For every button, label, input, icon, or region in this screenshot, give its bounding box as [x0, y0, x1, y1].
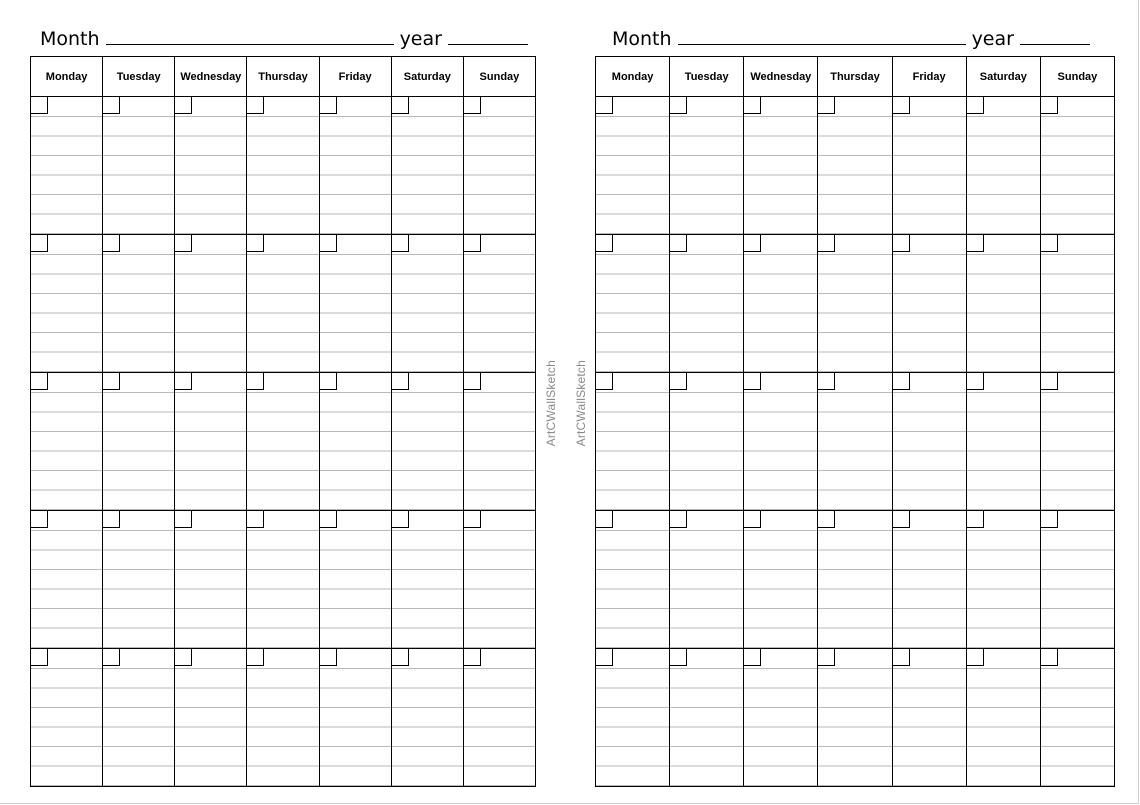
date-number-box[interactable]: [464, 97, 481, 114]
date-number-box[interactable]: [320, 235, 337, 252]
day-cell[interactable]: [818, 373, 892, 511]
day-cell[interactable]: [1040, 649, 1114, 787]
calendar-grid: [30, 56, 536, 787]
day-cell[interactable]: [818, 235, 892, 373]
week-row: [596, 97, 1115, 235]
day-cell[interactable]: [175, 373, 247, 511]
day-cell[interactable]: [103, 649, 175, 787]
day-cell[interactable]: [596, 649, 670, 787]
day-cell[interactable]: [966, 649, 1040, 787]
week-row: [596, 511, 1115, 649]
day-cell[interactable]: [463, 511, 535, 649]
day-cell[interactable]: [31, 97, 103, 235]
day-cell[interactable]: [892, 235, 966, 373]
month-label: Month: [40, 28, 100, 50]
month-blank[interactable]: [678, 26, 966, 45]
date-number-box[interactable]: [670, 97, 687, 114]
week-row: [31, 97, 536, 235]
date-number-box[interactable]: [1041, 235, 1058, 252]
year-label: year: [971, 28, 1014, 50]
week-rows: [31, 97, 536, 787]
date-number-box[interactable]: [893, 649, 910, 666]
date-number-box[interactable]: [320, 373, 337, 390]
day-cell[interactable]: [670, 235, 744, 373]
date-number-box[interactable]: [103, 235, 120, 252]
day-cell[interactable]: [463, 97, 535, 235]
date-number-box[interactable]: [967, 649, 984, 666]
day-cell[interactable]: [31, 511, 103, 649]
date-number-box[interactable]: [31, 235, 48, 252]
date-number-box[interactable]: [175, 235, 192, 252]
day-cell[interactable]: [175, 511, 247, 649]
date-number-box[interactable]: [247, 97, 264, 114]
weekday-header: Saturday: [391, 57, 463, 97]
date-number-box[interactable]: [320, 511, 337, 528]
weekday-header-row: [31, 57, 536, 97]
weekday-header: Monday: [596, 57, 670, 97]
date-number-box[interactable]: [31, 511, 48, 528]
day-cell[interactable]: [892, 373, 966, 511]
date-number-box[interactable]: [103, 97, 120, 114]
calendar-header: [612, 24, 1096, 54]
weekday-header: Thursday: [818, 57, 892, 97]
day-cell[interactable]: [596, 511, 670, 649]
week-row: [596, 373, 1115, 511]
date-number-box[interactable]: [175, 97, 192, 114]
day-cell[interactable]: [596, 235, 670, 373]
date-number-box[interactable]: [744, 235, 761, 252]
date-number-box[interactable]: [818, 649, 835, 666]
date-number-box[interactable]: [818, 511, 835, 528]
day-cell[interactable]: [175, 649, 247, 787]
weekday-header: Monday: [31, 57, 103, 97]
date-number-box[interactable]: [464, 649, 481, 666]
weekday-header: Wednesday: [744, 57, 818, 97]
weekday-header: Wednesday: [175, 57, 247, 97]
day-cell[interactable]: [103, 235, 175, 373]
day-cell[interactable]: [670, 373, 744, 511]
weekday-header: Friday: [319, 57, 391, 97]
date-number-box[interactable]: [596, 649, 613, 666]
date-number-box[interactable]: [175, 511, 192, 528]
date-number-box[interactable]: [818, 235, 835, 252]
week-rows: [596, 97, 1115, 787]
date-number-box[interactable]: [31, 649, 48, 666]
day-cell[interactable]: [966, 511, 1040, 649]
date-number-box[interactable]: [103, 649, 120, 666]
day-cell[interactable]: [31, 373, 103, 511]
day-cell[interactable]: [966, 97, 1040, 235]
day-cell[interactable]: [463, 373, 535, 511]
week-row: [31, 373, 536, 511]
day-cell[interactable]: [175, 235, 247, 373]
weekday-header: Tuesday: [103, 57, 175, 97]
day-cell[interactable]: [31, 235, 103, 373]
day-cell[interactable]: [175, 97, 247, 235]
calendar-grid: [595, 56, 1115, 787]
day-cell[interactable]: [391, 235, 463, 373]
day-cell[interactable]: [966, 373, 1040, 511]
date-number-box[interactable]: [392, 373, 409, 390]
weekday-header: Friday: [892, 57, 966, 97]
day-cell[interactable]: [103, 373, 175, 511]
date-number-box[interactable]: [1041, 373, 1058, 390]
day-cell[interactable]: [670, 649, 744, 787]
date-number-box[interactable]: [464, 511, 481, 528]
date-number-box[interactable]: [596, 235, 613, 252]
date-number-box[interactable]: [744, 97, 761, 114]
date-number-box[interactable]: [893, 97, 910, 114]
year-blank[interactable]: [1020, 26, 1090, 45]
day-cell[interactable]: [744, 511, 818, 649]
day-cell[interactable]: [463, 235, 535, 373]
date-number-box[interactable]: [744, 511, 761, 528]
date-number-box[interactable]: [392, 235, 409, 252]
day-cell[interactable]: [247, 511, 319, 649]
date-number-box[interactable]: [247, 373, 264, 390]
day-cell[interactable]: [670, 511, 744, 649]
date-number-box[interactable]: [893, 373, 910, 390]
week-row: [31, 235, 536, 373]
day-cell[interactable]: [463, 649, 535, 787]
day-cell[interactable]: [818, 649, 892, 787]
day-cell[interactable]: [319, 97, 391, 235]
date-number-box[interactable]: [818, 373, 835, 390]
watermark-text: ArtCWallSketch: [544, 360, 558, 447]
date-number-box[interactable]: [392, 97, 409, 114]
day-cell[interactable]: [596, 373, 670, 511]
weekday-header: Saturday: [966, 57, 1040, 97]
date-number-box[interactable]: [596, 511, 613, 528]
day-cell[interactable]: [319, 373, 391, 511]
day-cell[interactable]: [670, 97, 744, 235]
weekday-header: Tuesday: [670, 57, 744, 97]
month-blank[interactable]: [106, 26, 394, 45]
day-cell[interactable]: [1040, 235, 1114, 373]
date-number-box[interactable]: [967, 373, 984, 390]
date-number-box[interactable]: [1041, 511, 1058, 528]
day-cell[interactable]: [103, 511, 175, 649]
date-number-box[interactable]: [31, 373, 48, 390]
watermark-text: ArtCWallSketch: [574, 360, 588, 447]
date-number-box[interactable]: [893, 235, 910, 252]
day-cell[interactable]: [744, 235, 818, 373]
day-cell[interactable]: [247, 235, 319, 373]
day-cell[interactable]: [319, 649, 391, 787]
date-number-box[interactable]: [31, 97, 48, 114]
date-number-box[interactable]: [175, 649, 192, 666]
day-cell[interactable]: [319, 511, 391, 649]
year-blank[interactable]: [448, 26, 528, 45]
day-cell[interactable]: [744, 97, 818, 235]
date-number-box[interactable]: [670, 235, 687, 252]
date-number-box[interactable]: [320, 97, 337, 114]
date-number-box[interactable]: [670, 511, 687, 528]
date-number-box[interactable]: [1041, 97, 1058, 114]
day-cell[interactable]: [818, 511, 892, 649]
date-number-box[interactable]: [464, 235, 481, 252]
date-number-box[interactable]: [670, 373, 687, 390]
week-row: [31, 511, 536, 649]
date-number-box[interactable]: [247, 511, 264, 528]
date-number-box[interactable]: [103, 373, 120, 390]
date-number-box[interactable]: [967, 97, 984, 114]
date-number-box[interactable]: [893, 511, 910, 528]
date-number-box[interactable]: [247, 649, 264, 666]
date-number-box[interactable]: [744, 649, 761, 666]
weekday-header-row: [596, 57, 1115, 97]
week-row: [31, 649, 536, 787]
day-cell[interactable]: [319, 235, 391, 373]
date-number-box[interactable]: [670, 649, 687, 666]
weekday-header: Thursday: [247, 57, 319, 97]
day-cell[interactable]: [103, 97, 175, 235]
date-number-box[interactable]: [967, 511, 984, 528]
day-cell[interactable]: [596, 97, 670, 235]
date-number-box[interactable]: [464, 373, 481, 390]
day-cell[interactable]: [892, 649, 966, 787]
day-cell[interactable]: [744, 373, 818, 511]
day-cell[interactable]: [892, 97, 966, 235]
week-row: [596, 649, 1115, 787]
day-cell[interactable]: [31, 649, 103, 787]
calendar-header: [40, 24, 534, 54]
date-number-box[interactable]: [1041, 649, 1058, 666]
date-number-box[interactable]: [392, 649, 409, 666]
day-cell[interactable]: [892, 511, 966, 649]
month-label: Month: [612, 28, 672, 50]
day-cell[interactable]: [247, 373, 319, 511]
date-number-box[interactable]: [818, 97, 835, 114]
date-number-box[interactable]: [967, 235, 984, 252]
day-cell[interactable]: [1040, 373, 1114, 511]
date-number-box[interactable]: [392, 511, 409, 528]
date-number-box[interactable]: [596, 373, 613, 390]
date-number-box[interactable]: [247, 235, 264, 252]
date-number-box[interactable]: [175, 373, 192, 390]
date-number-box[interactable]: [103, 511, 120, 528]
day-cell[interactable]: [1040, 97, 1114, 235]
day-cell[interactable]: [391, 97, 463, 235]
date-number-box[interactable]: [596, 97, 613, 114]
year-label: year: [399, 28, 442, 50]
weekday-header: Sunday: [1040, 57, 1114, 97]
day-cell[interactable]: [391, 373, 463, 511]
day-cell[interactable]: [818, 97, 892, 235]
day-cell[interactable]: [1040, 511, 1114, 649]
day-cell[interactable]: [391, 649, 463, 787]
day-cell[interactable]: [966, 235, 1040, 373]
weekday-header: Sunday: [463, 57, 535, 97]
date-number-box[interactable]: [744, 373, 761, 390]
day-cell[interactable]: [247, 649, 319, 787]
day-cell[interactable]: [247, 97, 319, 235]
day-cell[interactable]: [744, 649, 818, 787]
day-cell[interactable]: [391, 511, 463, 649]
week-row: [596, 235, 1115, 373]
date-number-box[interactable]: [320, 649, 337, 666]
